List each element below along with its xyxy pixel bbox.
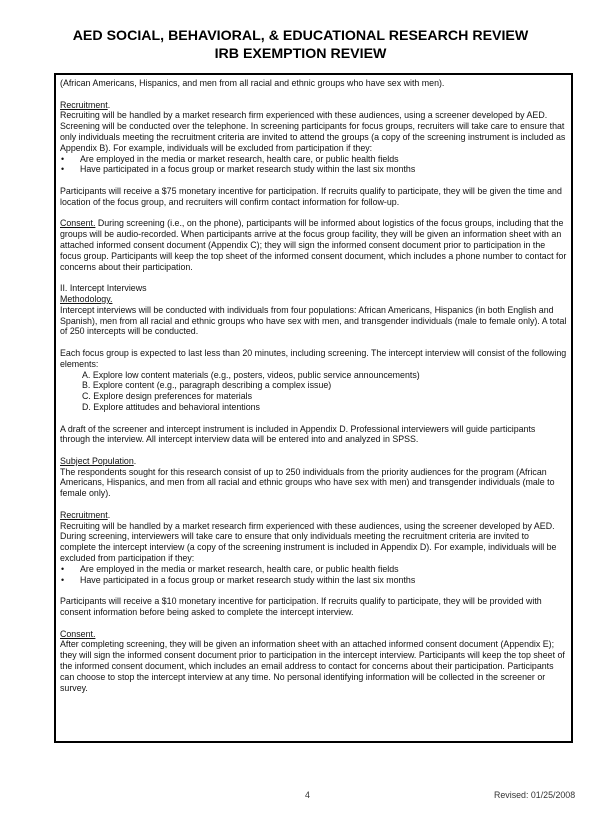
list-item: [60, 154, 567, 165]
list-item: C. Explore design preferences for materials: [82, 391, 253, 402]
ii-consent-paragraph: After completing screening, they will be given an information sheet with an attached informed consent document (Appendix E); they will sign the informed consent document prior to participation in the intercept interview. Participants will keep the top sheet of the informed consent document, which includes an email address to contact for concerns about their participation. Participants can choose to stop the intercept interview at any time. No personal identifying information will be collected in the screener or survey.: [60, 639, 565, 693]
bullet-icon: •: [61, 574, 65, 585]
list-item-text: Have participated in a focus group or market research study within the last six months: [80, 574, 416, 585]
elements-list: [60, 370, 567, 413]
ii-consent-heading: [60, 629, 567, 640]
document-title: AED SOCIAL, BEHAVIORAL, & EDUCATIONAL RESEARCH REVIEW: [72, 28, 529, 44]
list-item-text: Have participated in a focus group or market research study within the last six months: [80, 164, 416, 175]
intro-paragraph: (African Americans, Hispanics, and men from all racial and ethnic groups who have sex with men).: [60, 78, 445, 88]
ii-recruitment-paragraph: Recruiting will be handled by a market research firm experienced with these audiences, using the screener developed by AED. During screening, interviewers will take care to ensure that only individuals meeting the recruitment criteria are invited to complete the intercept interview (a copy of the screening instrument is included in Appendix D). For example, individuals will be excluded from participation if they:: [60, 520, 557, 564]
fg-incentive-paragraph: Participants will receive a $75 monetary incentive for participation. If recruits qualify to participate, they will be given the time and location of the focus group, and recruiters will confirm contact information for follow-up.: [60, 185, 562, 207]
document-subtitle: IRB EXEMPTION REVIEW: [214, 46, 387, 62]
bullet-icon: •: [61, 563, 65, 574]
ii-recruitment-heading-text: Recruitment: [60, 509, 108, 520]
subject-heading: Subject Population.: [60, 455, 137, 466]
list-item: D. Explore attitudes and behavioral intentions: [82, 401, 260, 412]
list-item-text: Are employed in the media or market research, health care, or public health fields: [80, 153, 399, 164]
list-item: [60, 164, 567, 175]
content-box: [54, 73, 573, 743]
bullet-icon: •: [61, 164, 65, 175]
fg-consent-paragraph: [60, 218, 567, 272]
page-number: 4: [305, 790, 310, 800]
ii-recruitment-heading: Recruitment.: [60, 509, 111, 520]
methodology-heading-text: Methodology.: [60, 293, 113, 304]
intercept-section-title: II. Intercept Interviews: [60, 283, 147, 294]
fg-exclusion-list: [60, 154, 567, 176]
ii-exclusion-list: [60, 564, 567, 586]
fg-consent-heading: Consent.: [60, 218, 96, 229]
list-item: [60, 564, 567, 575]
list-item: [60, 575, 567, 586]
fg-recruitment-paragraph: Recruiting will be handled by a market research firm experienced with these audiences, using a screener developed by AED. Screening will be conducted over the telephone. In screening participants for focus groups, recruiters will take care to ensure that only individuals meeting the recruitment criteria are invited to attend the groups (a copy of the screening instrument is included as Appendix B). For example, individuals will be excluded from participation if they:: [60, 110, 566, 153]
fg-recruitment-heading-text: Recruitment: [60, 99, 108, 110]
list-item-text: Are employed in the media or market research, health care, or public health fields: [80, 563, 399, 574]
subject-heading-text: Subject Population: [60, 455, 134, 466]
list-item: B. Explore content (e.g., paragraph describing a complex issue): [82, 380, 332, 391]
methodology-paragraph: Intercept interviews will be conducted with individuals from four populations: African Americans, Hispanics (in both English and Spanish), men from all racial and ethnic groups who have sex with men, and transgender individuals (male to female only). A total of 250 intercepts will be conducted.: [60, 304, 567, 337]
list-item: A. Explore low content materials (e.g., posters, videos, public service announcements): [82, 369, 420, 380]
methodology-heading: [60, 294, 567, 305]
revised-date: Revised: 01/25/2008: [494, 790, 576, 800]
ii-incentive-paragraph: Participants will receive a $10 monetary incentive for participation. If recruits qualify to participate, they will be provided with consent information before being asked to complete the intercept interview.: [60, 596, 542, 618]
subject-paragraph: The respondents sought for this research consist of up to 250 individuals from the priority audiences for the program (African Americans, Hispanics, and men from all racial and ethnic groups who have sex with men) and transgender individuals (male to female only).: [60, 466, 555, 499]
bullet-icon: •: [61, 153, 65, 164]
elements-intro: Each focus group is expected to last less than 20 minutes, including screening. The intercept interview will consist of the following elements:: [60, 347, 567, 369]
content-body: [60, 78, 567, 693]
fg-recruitment-heading: Recruitment.: [60, 99, 111, 110]
fg-consent-text: During screening (i.e., on the phone), participants will be informed about logistics of the focus groups, including that the groups will be audio-recorded. When participants arrive at the focus group facility, they will be given an information sheet with an attached informed consent document (Appendix C); they will sign the informed consent document prior to participation in the focus group. Participants will keep the top sheet of the informed consent document, which includes a phone number to contact for concerns about their participation.: [60, 218, 567, 272]
draft-paragraph: A draft of the screener and intercept instrument is included in Appendix D. Professional interviewers will guide participants through the interview. All intercept interview data will be entered into and analyzed in SPSS.: [60, 423, 536, 445]
ii-consent-heading-text: Consent.: [60, 628, 96, 639]
